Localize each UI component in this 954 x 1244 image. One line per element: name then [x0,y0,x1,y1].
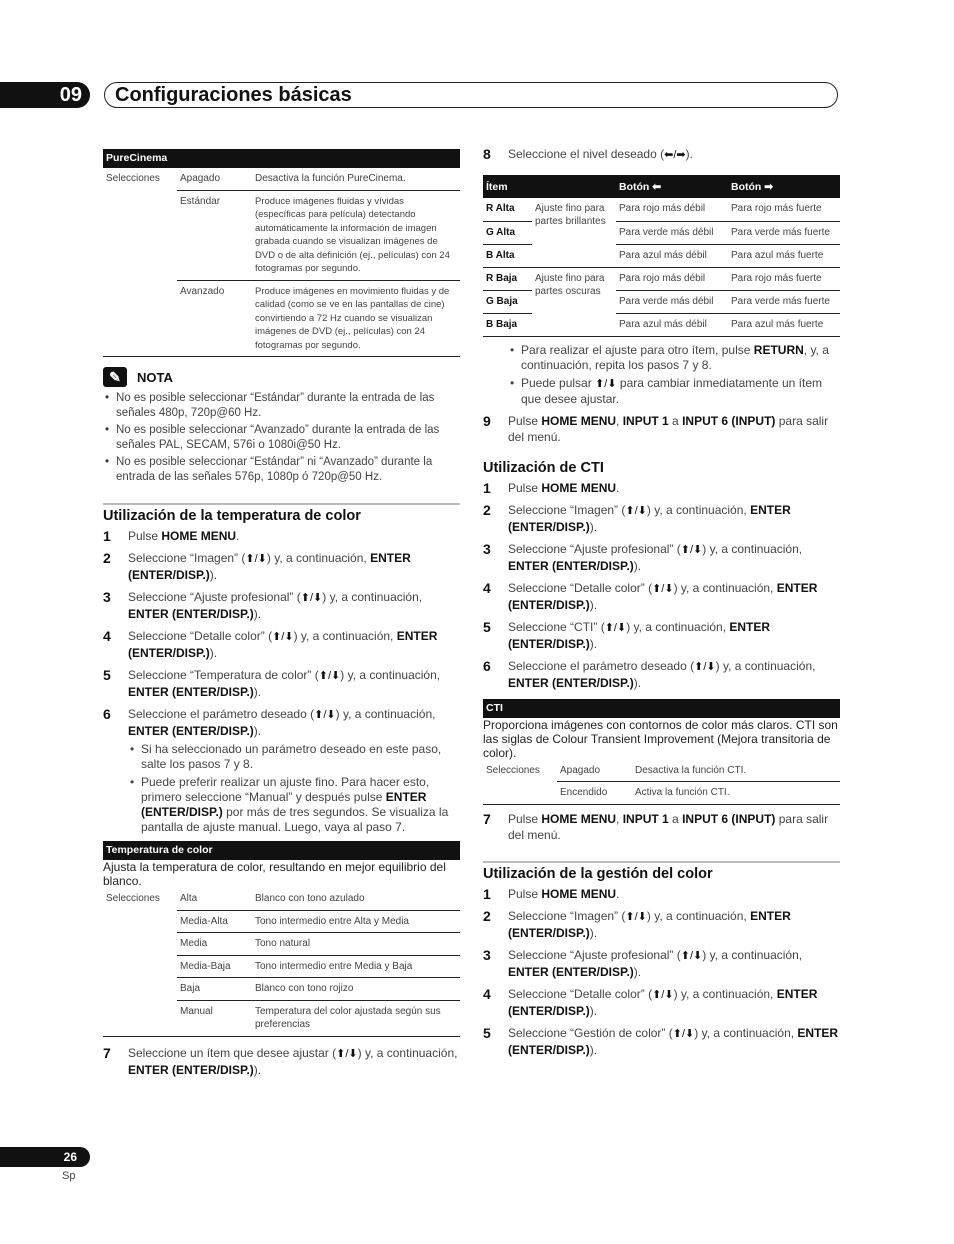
temperature-table: Selecciones Alta Blanco con tono azulado Media-Alta Tono intermedio entre Alta y Media Media Tono natural Media-Baja Tono intermedio entre Media y Baja Baja Blanco con tono rojizo Manual Temperatura del color ajustada según sus preferencias [103,888,460,1037]
step-item: 8 Seleccione el nivel deseado (⬅/➡). [483,146,693,162]
left-column [103,149,460,1078]
purecinema-table [103,168,460,357]
step-item: 2 Seleccione “Imagen” (⬆/⬇) y, a continuación, ENTER (ENTER/DISP.)). [103,550,411,582]
step-item: 7 Seleccione un ítem que desee ajustar (⬆/⬇) y, a continuación, ENTER (ENTER/DISP.)). [103,1044,458,1077]
step-item: 4 Seleccione “Detalle color” (⬆/⬇) y, a continuación, ENTER (ENTER/DISP.)). [483,579,818,612]
language-code: Sp [62,1170,76,1182]
up-down-arrow-icon: ⬆/⬇ [694,660,716,673]
selections-label: Selecciones [106,173,160,184]
cti-table-title: CTI [483,699,840,718]
chapter-title: Configuraciones básicas [104,82,838,108]
up-down-arrow-icon: ⬆/⬇ [652,988,674,1001]
section-title-temperature: Utilización de la temperatura de color [103,503,460,524]
note-box [103,367,460,485]
right-column [483,146,840,1058]
page-number: 26 [0,1147,90,1167]
step-item: 7 Pulse HOME MENU, INPUT 1 a INPUT 6 (INPUT) para salir del menú. [483,810,829,842]
step-item: 5 Seleccione “Temperatura de color” (⬆/⬇) y, a continuación, ENTER (ENTER/DISP.)). [103,667,441,699]
step-item: 6 Seleccione el parámetro deseado (⬆/⬇) y, a continuación, ENTER (ENTER/DISP.)). [103,706,436,738]
option-cell: Apagado [177,168,252,190]
step8-bullets: • Para realizar el ajuste para otro ítem, pulse RETURN, y, a continuación, repita los pasos 7 y 8. • Puede pulsar ⬆/⬇ para cambiar inmediatamente un ítem que desee ajustar. [508,343,840,407]
up-down-arrow-icon: ⬆/⬇ [625,504,647,517]
step-item: 3 Seleccione “Ajuste profesional” (⬆/⬇) y, a continuación, ENTER (ENTER/DISP.)). [483,946,803,979]
section-title-color-management: Utilización de la gestión del color [483,861,840,882]
up-down-arrow-icon: ⬆/⬇ [652,582,674,595]
note-title: NOTA [137,369,173,385]
desc-cell: Desactiva la función PureCinema. [252,168,460,190]
chapter-number-tab: 09 [0,82,90,108]
color-adjust-table: Ítem Botón ⬅ Botón ➡ R Alta Ajuste fino para partes brillantes Para rojo más débil Para rojo más fuerte G Alta Para verde más débil Para verde más fuerte B Alta Para azul más débil Para azul más fuerte R Baja Ajuste fino para partes oscuras Para rojo más débil Para rojo más fuerte G Baja Para verde más débil Para verde más fuerte B Baja Para azul más débil Para azul más fuerte [483,175,840,337]
step-item: 4 Seleccione “Detalle color” (⬆/⬇) y, a continuación, ENTER (ENTER/DISP.)). [483,985,818,1018]
desc-cell: Produce imágenes en movimiento fluidas y de calidad (como se ve en las pantallas de cine) convirtiendo a 72 Hz cuando se visualizan imágenes de DVD (ej., películas) con 24 fotogramas por segundo. [252,280,460,357]
temperature-table-title: Temperatura de color [103,841,460,860]
step-item: 5 Seleccione “Gestión de color” (⬆/⬇) y, a continuación, ENTER (ENTER/DISP.)). [483,1024,839,1057]
step-item: 1 Pulse HOME MENU. [483,479,620,496]
step-item: 9 Pulse HOME MENU, INPUT 1 a INPUT 6 (INPUT) para salir del menú. [483,412,829,444]
right-arrow-icon: ➡ [764,180,774,193]
up-down-arrow-icon: ⬆/⬇ [318,670,341,682]
step-item: 4 Seleccione “Detalle color” (⬆/⬇) y, a continuación, ENTER (ENTER/DISP.)). [103,628,438,660]
option-cell: Avanzado [177,280,252,357]
step-item: 3 Seleccione “Ajuste profesional” (⬆/⬇) y, a continuación, ENTER (ENTER/DISP.)). [103,589,423,621]
step6-bullets: • Si ha seleccionado un parámetro deseado en este paso, salte los pasos 7 y 8. • Puede preferir realizar un ajuste fino. Para hacer esto, primero seleccione “Manual” y después pulse ENTER (ENTER/DISP.) por más de tres segundos. Se visualiza la pantalla de ajuste manual. Luego, vaya al paso 7. [128,742,460,835]
pencil-icon: ✎ [103,367,127,387]
step-item: 6 Seleccione el parámetro deseado (⬆/⬇) y, a continuación, ENTER (ENTER/DISP.)). [483,657,816,690]
option-cell: Estándar [177,190,252,280]
up-down-arrow-icon: ⬆/⬇ [314,709,336,721]
left-right-arrow-icon: ⬅/➡ [664,149,686,161]
note-item: • No es posible seleccionar “Avanzado” durante la entrada de las señales PAL, SECAM, 576i o 1080i@50 Hz. [103,423,460,453]
up-down-arrow-icon: ⬆/⬇ [672,1027,695,1040]
temperature-table-desc: Ajusta la temperatura de color, resultando en mejor equilibrio del blanco. [103,860,446,888]
step-item: 1 Pulse HOME MENU. [483,885,620,902]
desc-cell: Produce imágenes fluidas y vívidas (específicas para película) detectando automáticamente la información de imagen grabada cuando se visualizan imágenes de DVD o de alta definición (ej., películas) con 24 fotogramas por segundo. [252,190,460,280]
step-item: 3 Seleccione “Ajuste profesional” (⬆/⬇) y, a continuación, ENTER (ENTER/DISP.)). [483,540,803,573]
up-down-arrow-icon: ⬆/⬇ [680,949,703,962]
step-item: 2 Seleccione “Imagen” (⬆/⬇) y, a continuación, ENTER (ENTER/DISP.)). [483,501,791,534]
up-down-arrow-icon: ⬆/⬇ [300,592,323,604]
up-down-arrow-icon: ⬆/⬇ [272,631,294,643]
step-item: 5 Seleccione “CTI” (⬆/⬇) y, a continuación, ENTER (ENTER/DISP.)). [483,618,771,651]
section-title-cti: Utilización de CTI [483,459,604,476]
up-down-arrow-icon: ⬆/⬇ [595,377,617,390]
up-down-arrow-icon: ⬆/⬇ [625,910,647,923]
step-item: 1 Pulse HOME MENU. [103,528,240,544]
note-item: • No es posible seleccionar “Estándar” ni “Avanzado” durante la entrada de las señales 576p, 1080p ó 720p@50 Hz. [103,455,460,485]
purecinema-table-title: PureCinema [103,149,460,168]
left-arrow-icon: ⬅ [652,180,662,193]
up-down-arrow-icon: ⬆/⬇ [336,1047,358,1060]
up-down-arrow-icon: ⬆/⬇ [245,553,267,565]
step-item: 2 Seleccione “Imagen” (⬆/⬇) y, a continuación, ENTER (ENTER/DISP.)). [483,907,791,940]
note-item: • No es posible seleccionar “Estándar” durante la entrada de las señales 480p, 720p@60 Hz. [103,391,460,421]
cti-table: Selecciones Apagado Desactiva la función CTI. Encendido Activa la función CTI. [483,760,840,805]
cti-table-desc: Proporciona imágenes con contornos de color más claros. CTI son las siglas de Colour Transient Improvement (Mejora transitoria de color). [483,717,838,760]
up-down-arrow-icon: ⬆/⬇ [680,543,703,556]
up-down-arrow-icon: ⬆/⬇ [604,621,627,634]
